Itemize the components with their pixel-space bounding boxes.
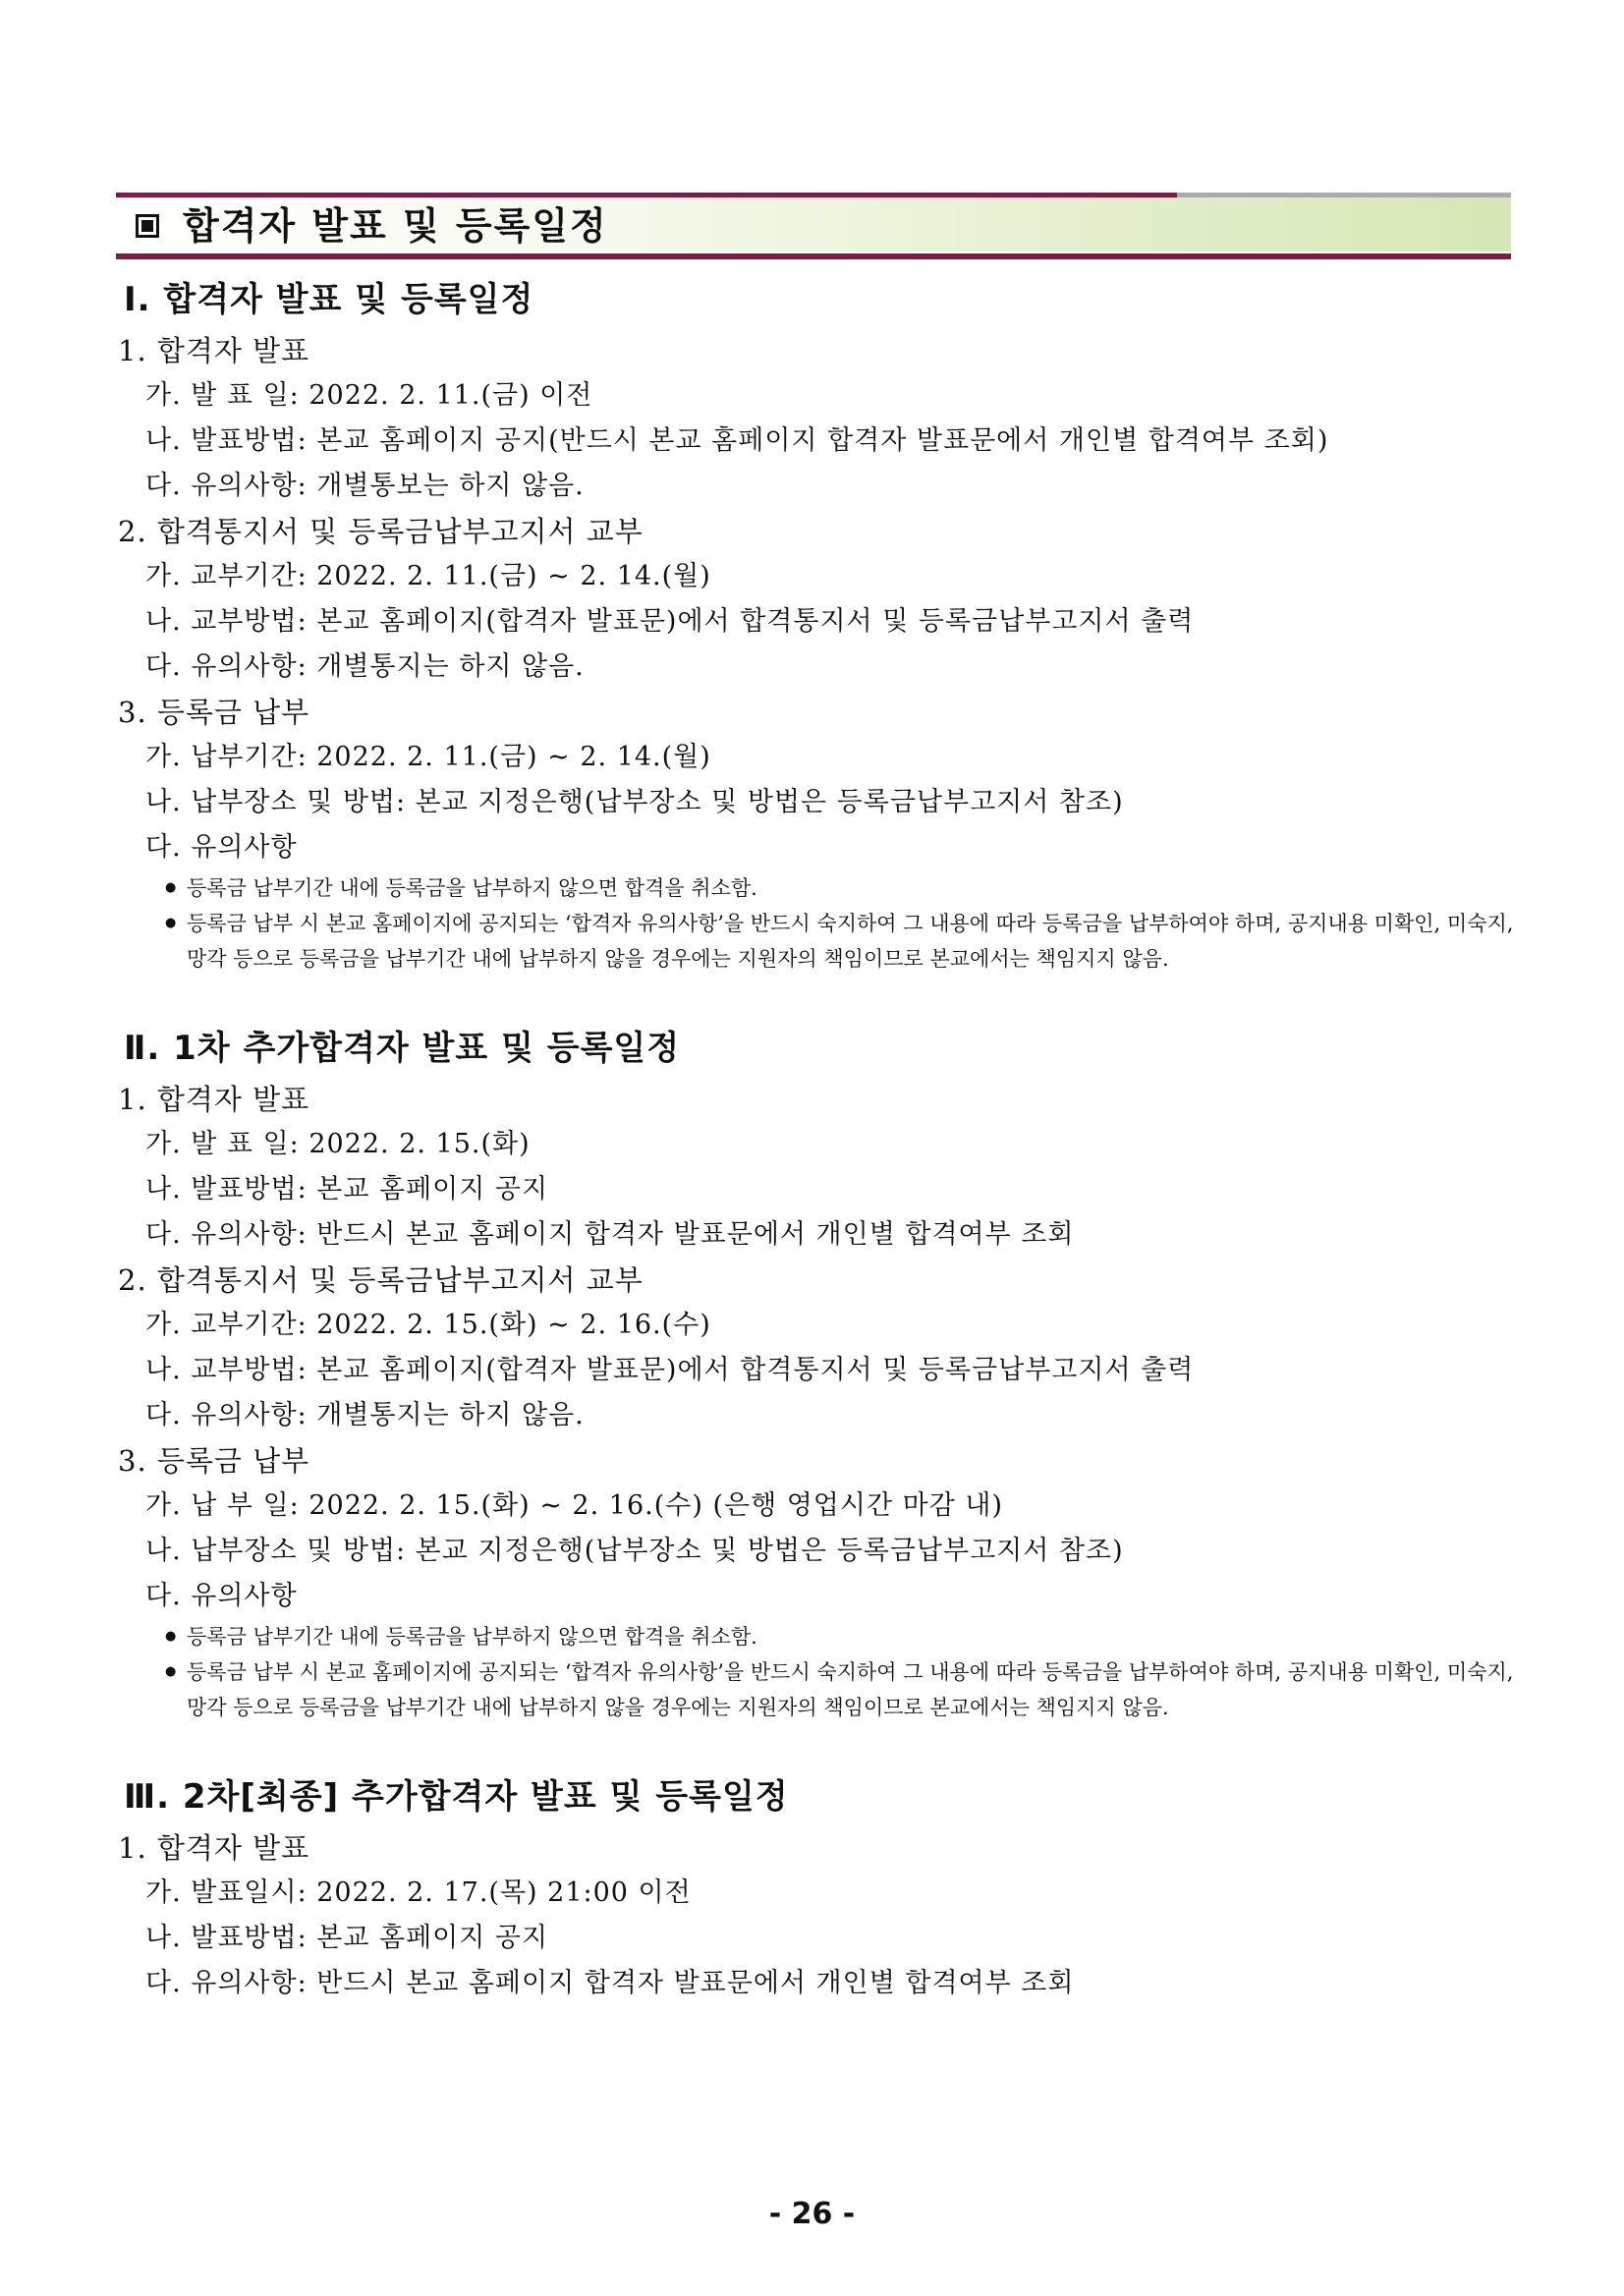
bullet-note: ● 등록금 납부 시 본교 홈페이지에 공지되는 ‘합격자 유의사항’을 반드시 숙지하여 그 내용에 따라 등록금을 납부하여야 하며, 공지내용 미확인, 미숙지, 망각 등으로 등록금을 납부기간 내에 납부하지 않을 경우에는 지원자의 책임이므로 본교에서는 책임지지 않음. (165, 906, 1523, 977)
group-title: 2. 합격통지서 및 등록금납부고지서 교부 (118, 515, 644, 548)
list-item: 가. 발표일시: 2022. 2. 17.(목) 21:00 이전 (145, 1877, 692, 1908)
section-3 (116, 1768, 1511, 2006)
list-item: 나. 납부장소 및 방법: 본교 지정은행(납부장소 및 방법은 등록금납부고지서 참조) (145, 1536, 1124, 1566)
section-title: Ⅲ. 2차[최종] 추가합격자 발표 및 등록일정 (124, 1777, 789, 1817)
section-title: Ⅰ. 합격자 발표 및 등록일정 (124, 280, 534, 319)
list-item: 가. 발 표 일: 2022. 2. 15.(화) (145, 1129, 531, 1159)
group-title: 1. 합격자 발표 (118, 1083, 310, 1116)
group-title: 1. 합격자 발표 (118, 334, 310, 367)
group-title: 3. 등록금 납부 (118, 696, 310, 729)
section-1 (116, 271, 1514, 977)
list-item: 나. 교부방법: 본교 홈페이지(합격자 발표문)에서 합격통지서 및 등록금납부고지서 출력 (145, 606, 1195, 637)
banner-title (136, 200, 608, 252)
list-item: 다. 유의사항: 개별통지는 하지 않음. (145, 1400, 585, 1430)
banner-title-text: 합격자 발표 및 등록일정 (183, 204, 608, 248)
bullet-note: ● 등록금 납부기간 내에 등록금을 납부하지 않으면 합격을 취소함. (165, 870, 1523, 906)
page-number: - 26 - (768, 2197, 856, 2231)
filled-square-icon (136, 214, 159, 238)
bullet-note: ● 등록금 납부 시 본교 홈페이지에 공지되는 ‘합격자 유의사항’을 반드시 숙지하여 그 내용에 따라 등록금을 납부하여야 하며, 공지내용 미확인, 미숙지, 망각 등으로 등록금을 납부기간 내에 납부하지 않을 경우에는 지원자의 책임이므로 본교에서는 책임지지 않음. (165, 1654, 1523, 1725)
section-2 (116, 1020, 1514, 1725)
list-item: 가. 납 부 일: 2022. 2. 15.(화) ~ 2. 16.(수) (은행 영업시간 마감 내) (145, 1490, 1004, 1521)
list-item: 다. 유의사항: 개별통보는 하지 않음. (145, 471, 585, 501)
section-banner (116, 193, 1511, 259)
group-title: 3. 등록금 납부 (118, 1444, 310, 1478)
list-item: 다. 유의사항: 반드시 본교 홈페이지 합격자 발표문에서 개인별 합격여부 조회 (145, 1968, 1075, 1998)
banner-bottom-rule (116, 253, 1511, 259)
list-item: 다. 유의사항: 개별통지는 하지 않음. (145, 651, 585, 682)
list-item: 나. 발표방법: 본교 홈페이지 공지(반드시 본교 홈페이지 합격자 발표문에서 개인별 합격여부 조회) (145, 425, 1329, 456)
list-item: 다. 유의사항: 반드시 본교 홈페이지 합격자 발표문에서 개인별 합격여부 조회 (145, 1219, 1075, 1250)
list-item: 다. 유의사항 (145, 832, 298, 863)
list-item: 가. 교부기간: 2022. 2. 11.(금) ~ 2. 14.(월) (145, 561, 711, 591)
bullet-note: ● 등록금 납부기간 내에 등록금을 납부하지 않으면 합격을 취소함. (165, 1619, 1523, 1654)
list-item: 나. 발표방법: 본교 홈페이지 공지 (145, 1923, 549, 1953)
group-title: 2. 합격통지서 및 등록금납부고지서 교부 (118, 1263, 644, 1297)
document-body (116, 271, 1514, 2006)
list-item: 다. 유의사항 (145, 1581, 298, 1611)
list-item: 가. 발 표 일: 2022. 2. 11.(금) 이전 (145, 380, 593, 411)
list-item: 가. 납부기간: 2022. 2. 11.(금) ~ 2. 14.(월) (145, 742, 711, 772)
list-item: 가. 교부기간: 2022. 2. 15.(화) ~ 2. 16.(수) (145, 1310, 711, 1340)
group-title: 1. 합격자 발표 (118, 1831, 310, 1865)
list-item: 나. 발표방법: 본교 홈페이지 공지 (145, 1174, 549, 1204)
list-item: 나. 납부장소 및 방법: 본교 지정은행(납부장소 및 방법은 등록금납부고지서 참조) (145, 787, 1124, 817)
section-title: Ⅱ. 1차 추가합격자 발표 및 등록일정 (124, 1029, 681, 1068)
list-item: 나. 교부방법: 본교 홈페이지(합격자 발표문)에서 합격통지서 및 등록금납부고지서 출력 (145, 1355, 1195, 1385)
